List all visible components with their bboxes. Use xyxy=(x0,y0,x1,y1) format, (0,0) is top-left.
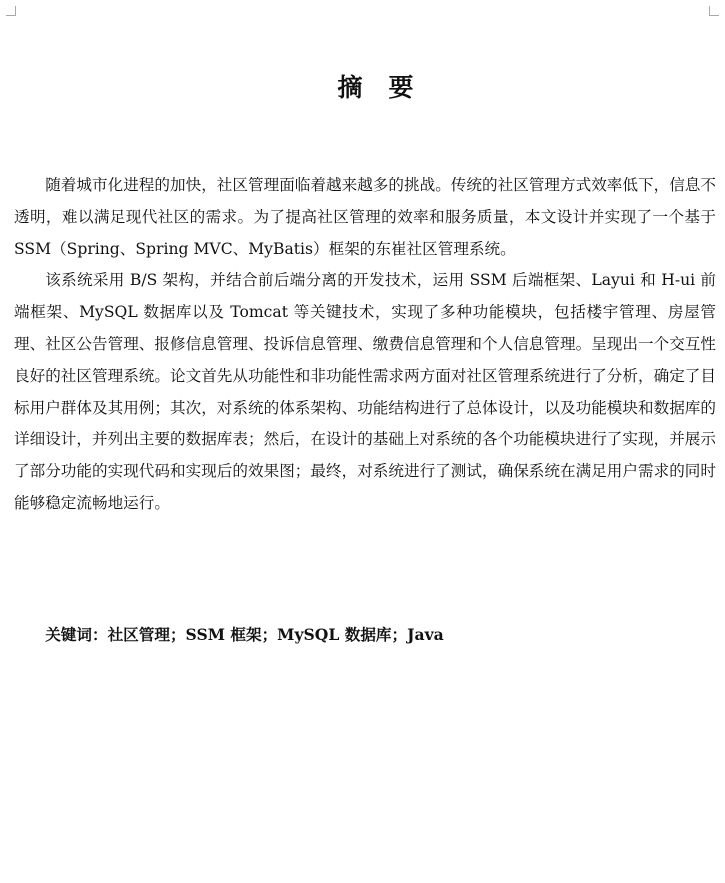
keywords-line: 关键词：社区管理；SSM 框架；MySQL 数据库；Java xyxy=(45,625,444,644)
abstract-body xyxy=(14,170,716,520)
page-title: 摘要 xyxy=(337,73,440,102)
page-corner-mark-left xyxy=(6,6,16,16)
page-corner-mark-right xyxy=(709,6,719,16)
abstract-paragraph-1: 随着城市化进程的加快，社区管理面临着越来越多的挑战。传统的社区管理方式效率低下，信息不透明，难以满足现代社区的需求。为了提高社区管理的效率和服务质量，本文设计并实现了一个基于 SSM（Spring、Spring MVC、MyBatis）框架的东崔社区管理系统。 xyxy=(14,176,716,258)
abstract-paragraph-2: 该系统采用 B/S 架构，并结合前后端分离的开发技术，运用 SSM 后端框架、Layui 和 H-ui 前端框架、MySQL 数据库以及 Tomcat 等关键技术，实现了多种功能模块，包括楼宇管理、房屋管理、社区公告管理、报修信息管理、投诉信息管理、缴费信息管理和个人信息管理。呈现出一个交互性良好的社区管理系统。论文首先从功能性和非功能性需求两方面对社区管理系统进行了分析，确定了目标用户群体及其用例；其次，对系统的体系架构、功能结构进行了总体设计，以及功能模块和数据库的详细设计，并列出主要的数据库表；然后，在设计的基础上对系统的各个功能模块进行了实现，并展示了部分功能的实现代码和实现后的效果图；最终，对系统进行了测试，确保系统在满足用户需求的同时能够稳定流畅地运行。 xyxy=(14,271,716,512)
